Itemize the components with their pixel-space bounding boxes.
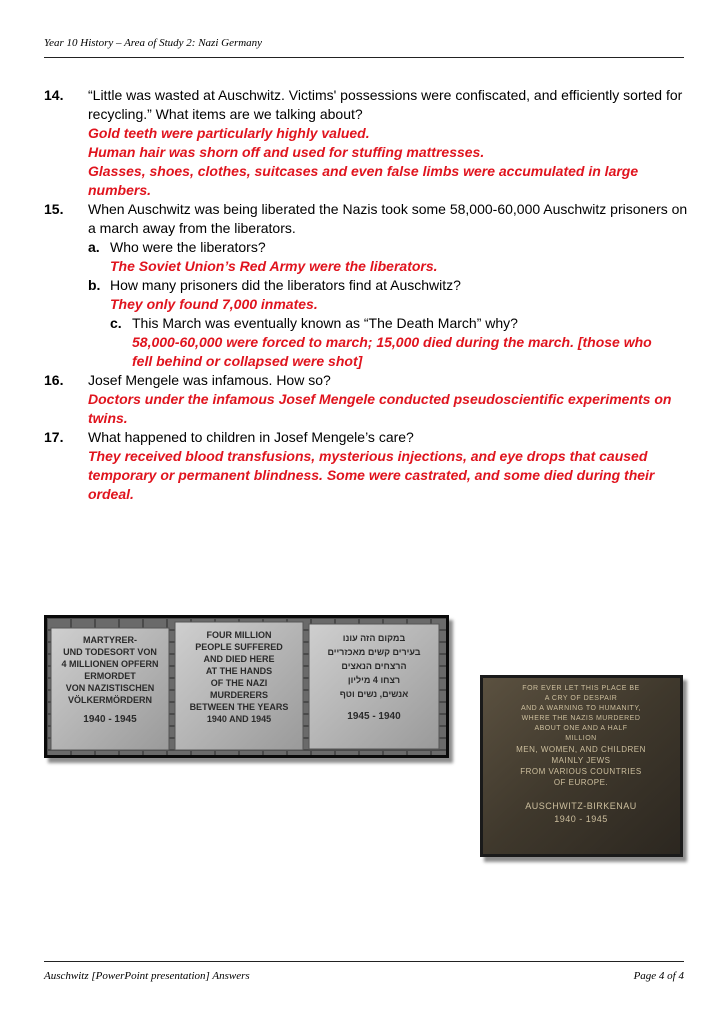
- plaque-german-line: VÖLKERMÖRDERN: [67, 695, 153, 705]
- plaque-english-line: AND DIED HERE: [203, 654, 275, 664]
- answer-line: 58,000-60,000 were forced to march; 15,000 died during the march. [those who fell behind or collapsed were shot]: [132, 334, 652, 369]
- plaque-german-line: ERMORDET: [84, 671, 136, 681]
- plaque-birkenau-line: A CRY OF DESPAIR: [544, 695, 618, 702]
- question-text: Josef Mengele was infamous. How so?: [88, 372, 331, 388]
- plaque-hebrew-line: הרצחים הנאצים: [341, 661, 407, 671]
- plaque-birkenau-line: FROM VARIOUS COUNTRIES: [520, 767, 642, 776]
- plaque-birkenau-line: 1940 - 1945: [554, 814, 608, 824]
- answer-line: Glasses, shoes, clothes, suitcases and even false limbs were accumulated in large numbers.: [88, 163, 639, 198]
- birkenau-plaque-photo: [480, 675, 683, 857]
- memorial-plaques-photo: [44, 615, 449, 758]
- answer-line: Human hair was shorn off and used for stuffing mattresses.: [88, 144, 485, 160]
- question-14: [44, 86, 696, 200]
- answer-line: Doctors under the infamous Josef Mengele conducted pseudoscientific experiments on twins.: [88, 391, 672, 426]
- plaque-hebrew-line: רצחו 4 מיליון: [347, 675, 401, 685]
- plaque-hebrew-line: במקום הזה עונו: [342, 633, 406, 643]
- footer-rule: [44, 961, 684, 962]
- plaque-english-line: 1940 AND 1945: [206, 714, 272, 724]
- sub-letter: b.: [88, 277, 101, 293]
- plaque-hebrew-line: 1945 - 1940: [347, 711, 401, 722]
- sub-question-text: This March was eventually known as “The Death March” why?: [132, 315, 518, 331]
- plaque-english-line: MURDERERS: [209, 690, 269, 700]
- question-number: 14.: [44, 87, 64, 103]
- plaque-birkenau-line: AND A WARNING TO HUMANITY,: [520, 705, 642, 712]
- plaque-german-line: UND TODESORT VON: [63, 647, 157, 657]
- plaque-german-line: VON NAZISTISCHEN: [65, 683, 155, 693]
- sub-question-text: How many prisoners did the liberators find at Auschwitz?: [110, 277, 461, 293]
- plaque-birkenau-line: AUSCHWITZ-BIRKENAU: [525, 801, 637, 811]
- plaque-german-line: 4 MILLIONEN OPFERN: [61, 659, 159, 669]
- answer-line: Gold teeth were particularly highly valued.: [88, 125, 370, 141]
- plaque-english-line: PEOPLE SUFFERED: [195, 642, 283, 652]
- plaque-german-line: MARTYRER-: [83, 635, 137, 645]
- question-15: [44, 200, 696, 371]
- sub-letter: c.: [110, 315, 122, 331]
- sub-letter: a.: [88, 239, 100, 255]
- plaque-birkenau-line: OF EUROPE.: [553, 778, 609, 787]
- plaque-english-line: BETWEEN THE YEARS: [189, 702, 289, 712]
- sub-question-c: [66, 314, 696, 371]
- question-text: When Auschwitz was being liberated the Nazis took some 58,000-60,000 Auschwitz prisoners on a march away from the liberators.: [88, 201, 688, 236]
- question-16: [44, 371, 696, 428]
- header-rule: [44, 57, 684, 58]
- page-header: Year 10 History – Area of Study 2: Nazi Germany: [44, 37, 263, 49]
- sub-question-b: [66, 276, 696, 314]
- birkenau-plaque-image: [483, 678, 680, 854]
- plaque-english-line: FOUR MILLION: [206, 630, 272, 640]
- plaque-birkenau-line: MAINLY JEWS: [551, 756, 611, 765]
- question-list: [44, 86, 696, 504]
- sub-question-a: [66, 238, 696, 276]
- plaque-birkenau-line: ABOUT ONE AND A HALF: [534, 725, 628, 732]
- plaque-english-line: OF THE NAZI: [210, 678, 268, 688]
- plaque-german-line: 1940 - 1945: [83, 714, 137, 725]
- plaque-birkenau-line: FOR EVER LET THIS PLACE BE: [522, 685, 640, 692]
- question-number: 17.: [44, 429, 64, 445]
- question-text: “Little was wasted at Auschwitz. Victims' possessions were confiscated, and efficiently sorted for recycling.” What items are we talking about?: [88, 87, 683, 122]
- answer-line: The Soviet Union’s Red Army were the liberators.: [110, 258, 438, 274]
- answer-line: They only found 7,000 inmates.: [110, 296, 318, 312]
- plaque-english-line: AT THE HANDS: [205, 666, 273, 676]
- plaque-birkenau-line: MILLION: [565, 735, 597, 742]
- plaque-birkenau-line: WHERE THE NAZIS MURDERED: [521, 715, 641, 722]
- question-text: What happened to children in Josef Mengele’s care?: [88, 429, 414, 445]
- question-number: 15.: [44, 201, 64, 217]
- plaque-hebrew-line: אנשים, נשים וטף: [339, 689, 409, 699]
- sub-question-text: Who were the liberators?: [110, 239, 266, 255]
- footer-source: Auschwitz [PowerPoint presentation] Answers: [44, 970, 250, 982]
- page-number: Page 4 of 4: [633, 970, 684, 982]
- memorial-plaques-image: [47, 618, 446, 755]
- question-number: 16.: [44, 372, 64, 388]
- plaque-birkenau-line: MEN, WOMEN, AND CHILDREN: [516, 745, 646, 754]
- question-17: [44, 428, 696, 504]
- plaque-hebrew-line: בעירים קשים מאכזריים: [327, 647, 421, 657]
- answer-line: They received blood transfusions, mysterious injections, and eye drops that caused temporary or permanent blindness. Some were castrated, and some died during their ordeal.: [88, 448, 655, 502]
